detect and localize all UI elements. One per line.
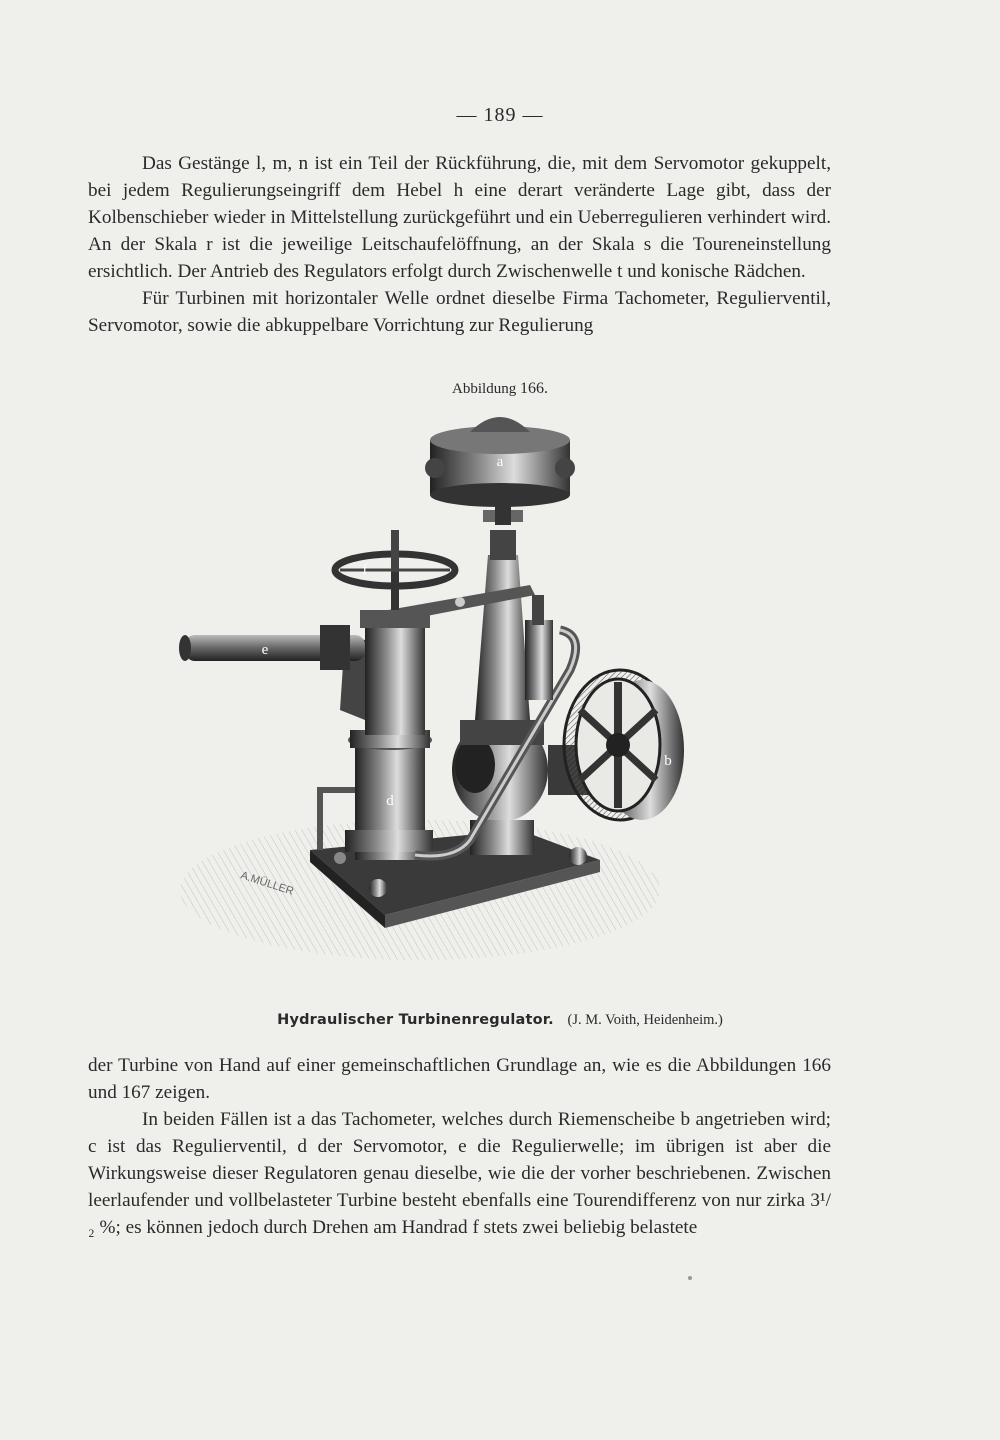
text-block-top — [88, 150, 831, 339]
turbine-regulator-engraving — [170, 410, 710, 980]
engraver-mark: A.MÜLLER — [239, 869, 296, 898]
paragraph: In beiden Fällen ist a das Tachometer, welches durch Riemenscheibe b angetrieben wird; c ist das Regulierventil, d der Servomotor, e die Regulierwelle; im übrigen ist aber die Wirkungsweise dieser Regulatoren genau dieselbe, wie die der vorher beschriebenen. Zwischen leerlaufender und vollbelasteter Turbine besteht ebenfalls eine Tourendifferenz von nur zirka 3¹/₂ %; es können jedoch durch Drehen am Handrad f stets zwei beliebig belastete — [88, 1109, 831, 1238]
paragraph: Für Turbinen mit horizontaler Welle ordnet dieselbe Firma Tachometer, Regulierventil, Servomotor, sowie die abkuppelbare Vorrichtung zur Regulierung — [88, 288, 831, 336]
page-number: — 189 — — [456, 104, 544, 126]
text-block-bottom — [88, 1052, 831, 1241]
paragraph: Das Gestänge l, m, n ist ein Teil der Rückführung, die, mit dem Servomotor gekuppelt, bei jedem Regulierungseingriff dem Hebel h eine derart veränderte Lage gibt, dass der Kolbenschieber wieder in Mittelstellung zurückgeführt und ein Ueberregulieren verhindert wird. An der Skala r ist die jeweilige Leitschaufelöffnung, an der Skala s die Toureneinstellung ersichtlich. Der Antrieb des Regulators erfolgt durch Zwischenwelle t und konische Rädchen. — [88, 153, 831, 282]
figure-label — [0, 380, 1000, 398]
belt-pulley — [548, 670, 684, 820]
label-e: e — [261, 642, 269, 658]
figure-label-text: Abbildung — [452, 381, 517, 397]
tachometer-column — [475, 555, 530, 720]
figure-number: 166. — [519, 380, 548, 397]
label-a: a — [496, 454, 504, 470]
caption-title: Hydraulischer Turbinenregulator. — [277, 1012, 554, 1028]
paragraph: der Turbine von Hand auf einer gemeinschaftlichen Grundlage an, wie es die Abbildungen 166 und 167 zeigen. — [88, 1055, 831, 1103]
figure-illustration — [170, 410, 710, 980]
label-d: d — [386, 793, 394, 809]
label-b: b — [664, 753, 672, 769]
paper-speck — [688, 1276, 692, 1280]
handwheel — [335, 530, 455, 610]
label-f: f — [362, 562, 368, 578]
figure-caption — [0, 1012, 1000, 1029]
caption-credit: (J. M. Voith, Heidenheim.) — [567, 1012, 723, 1028]
